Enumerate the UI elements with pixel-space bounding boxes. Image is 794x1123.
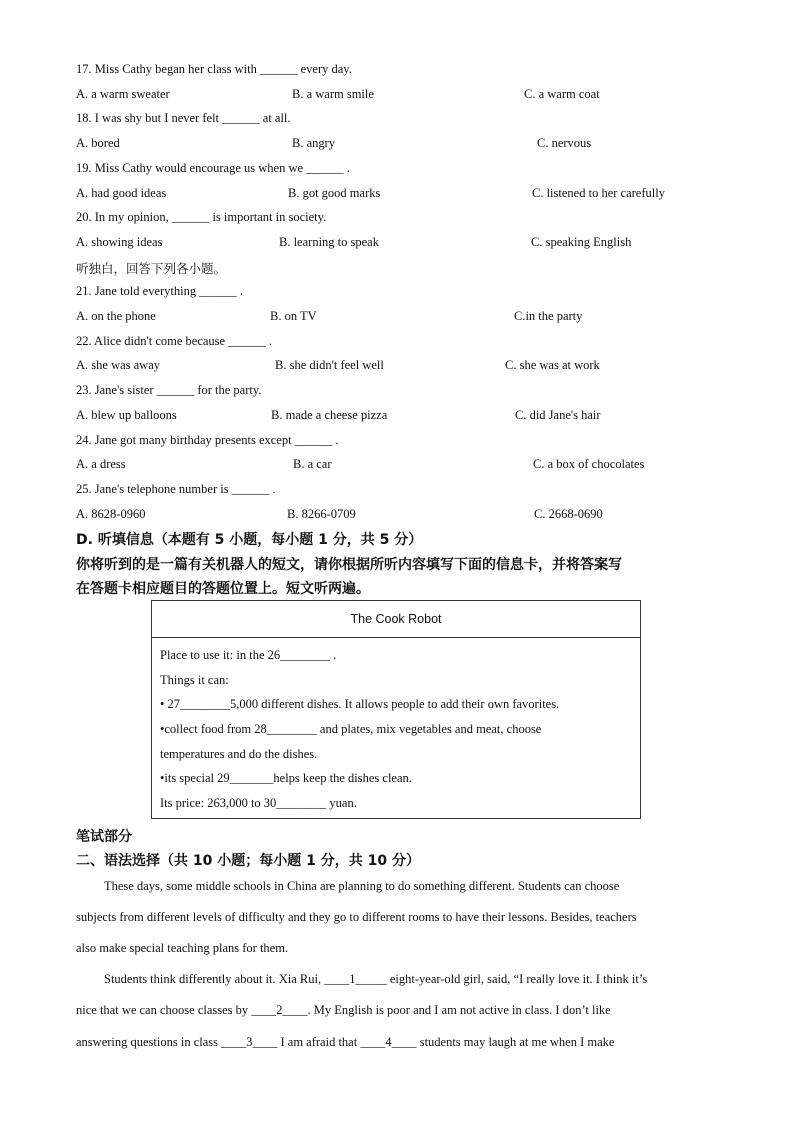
question-22-option-c: C. she was at work	[505, 358, 600, 372]
question-17-option-b: B. a warm smile	[292, 87, 374, 101]
info-card-item-28: •collect food from 28________ and plates, mix vegetables and meat, choose	[160, 722, 542, 736]
passage-text: answering questions in class	[76, 1035, 222, 1049]
question-17-option-c: C. a warm coat	[524, 87, 600, 101]
blank-1: ____1_____	[324, 972, 387, 986]
question-17-stem: 17. Miss Cathy began her class with ______ every day.	[76, 62, 352, 76]
section-d-instruction-line1: 你将听到的是一篇有关机器人的短文，请你根据所听内容填写下面的信息卡，并将答案写	[76, 557, 622, 573]
question-19-option-b: B. got good marks	[288, 186, 381, 200]
info-card-price: Its price: 263,000 to 30________ yuan.	[160, 796, 357, 810]
question-18-option-b: B. angry	[292, 136, 336, 150]
question-22-option-a: A. she was away	[76, 358, 161, 372]
passage-text: nice that we can choose classes by	[76, 1003, 252, 1017]
question-23-option-a: A. blew up balloons	[76, 408, 177, 422]
question-20-option-b: B. learning to speak	[279, 235, 379, 249]
passage-text: Students think differently about it. Xia Rui,	[104, 972, 325, 986]
question-25-stem: 25. Jane's telephone number is ______ .	[76, 482, 276, 496]
question-21-option-c: C.in the party	[514, 309, 583, 323]
question-21-option-a: A. on the phone	[76, 309, 156, 323]
info-card-item-29: •its special 29_______helps keep the dishes clean.	[160, 771, 412, 785]
question-19-stem: 19. Miss Cathy would encourage us when we ______ .	[76, 161, 350, 175]
question-21-option-b: B. on TV	[270, 309, 317, 323]
question-18-option-a: A. bored	[76, 136, 120, 150]
passage-text: students may laugh at me when I make	[416, 1035, 615, 1049]
info-card-place: Place to use it: in the 26________ .	[160, 648, 337, 662]
blank-3: ____3____	[221, 1035, 278, 1049]
info-card	[151, 600, 641, 819]
question-19-option-c: C. listened to her carefully	[532, 186, 665, 200]
question-17-option-a: A. a warm sweater	[76, 87, 170, 101]
question-18-stem: 18. I was shy but I never felt ______ at all.	[76, 111, 291, 125]
question-20-option-c: C. speaking English	[531, 235, 632, 249]
question-23-stem: 23. Jane's sister ______ for the party.	[76, 383, 262, 397]
section-d-instruction-line2: 在答题卡相应题目的答题位置上。短文听两遍。	[76, 581, 370, 597]
section-d-heading: D. 听填信息（本题有 5 小题，每小题 1 分，共 5 分）	[76, 532, 423, 548]
question-24-option-b: B. a car	[293, 457, 332, 471]
passage-text: I am afraid that	[277, 1035, 361, 1049]
section-2-heading: 二、语法选择（共 10 小题；每小题 1 分，共 10 分）	[76, 853, 420, 869]
passage-text: eight-year-old girl, said, “I really love it. I think it’s	[386, 972, 648, 986]
blank-4: ____4____	[360, 1035, 417, 1049]
info-card-item-27: • 27________5,000 different dishes. It allows people to add their own favorites.	[160, 697, 560, 711]
question-22-option-b: B. she didn't feel well	[275, 358, 384, 372]
question-19-option-a: A. had good ideas	[76, 186, 167, 200]
question-22-stem: 22. Alice didn't come because ______ .	[76, 334, 272, 348]
question-24-stem: 24. Jane got many birthday presents except ______ .	[76, 433, 339, 447]
question-24-option-c: C. a box of chocolates	[533, 457, 645, 471]
passage-p2-line2	[76, 1003, 708, 1018]
question-24-option-a: A. a dress	[76, 457, 126, 471]
passage-p2-line1	[104, 972, 736, 987]
question-20-option-a: A. showing ideas	[76, 235, 163, 249]
passage-p1-line2: subjects from different levels of difficulty and they go to different rooms to have their lessons. Besides, teachers	[76, 910, 637, 924]
blank-2: ____2____	[251, 1003, 308, 1017]
info-card-item-28-cont: temperatures and do the dishes.	[160, 747, 318, 761]
question-23-option-b: B. made a cheese pizza	[271, 408, 388, 422]
monologue-intro: 听独白，回答下列各小题。	[76, 261, 227, 276]
question-25-option-b: B. 8266-0709	[287, 507, 356, 521]
written-part-heading: 笔试部分	[76, 829, 132, 845]
question-18-option-c: C. nervous	[537, 136, 592, 150]
question-20-stem: 20. In my opinion, ______ is important in society.	[76, 210, 327, 224]
info-card-things-label: Things it can:	[160, 673, 229, 687]
passage-p2-line3	[76, 1035, 708, 1050]
passage-text: . My English is poor and I am not active in class. I don’t like	[307, 1003, 611, 1017]
question-25-option-a: A. 8628-0960	[76, 507, 146, 521]
info-card-title: The Cook Robot	[152, 601, 640, 638]
question-23-option-c: C. did Jane's hair	[515, 408, 601, 422]
passage-p1-line3: also make special teaching plans for them.	[76, 941, 289, 955]
question-21-stem: 21. Jane told everything ______ .	[76, 284, 243, 298]
question-25-option-c: C. 2668-0690	[534, 507, 603, 521]
passage-p1-line1: These days, some middle schools in China are planning to do something different. Students can choose	[104, 879, 620, 893]
